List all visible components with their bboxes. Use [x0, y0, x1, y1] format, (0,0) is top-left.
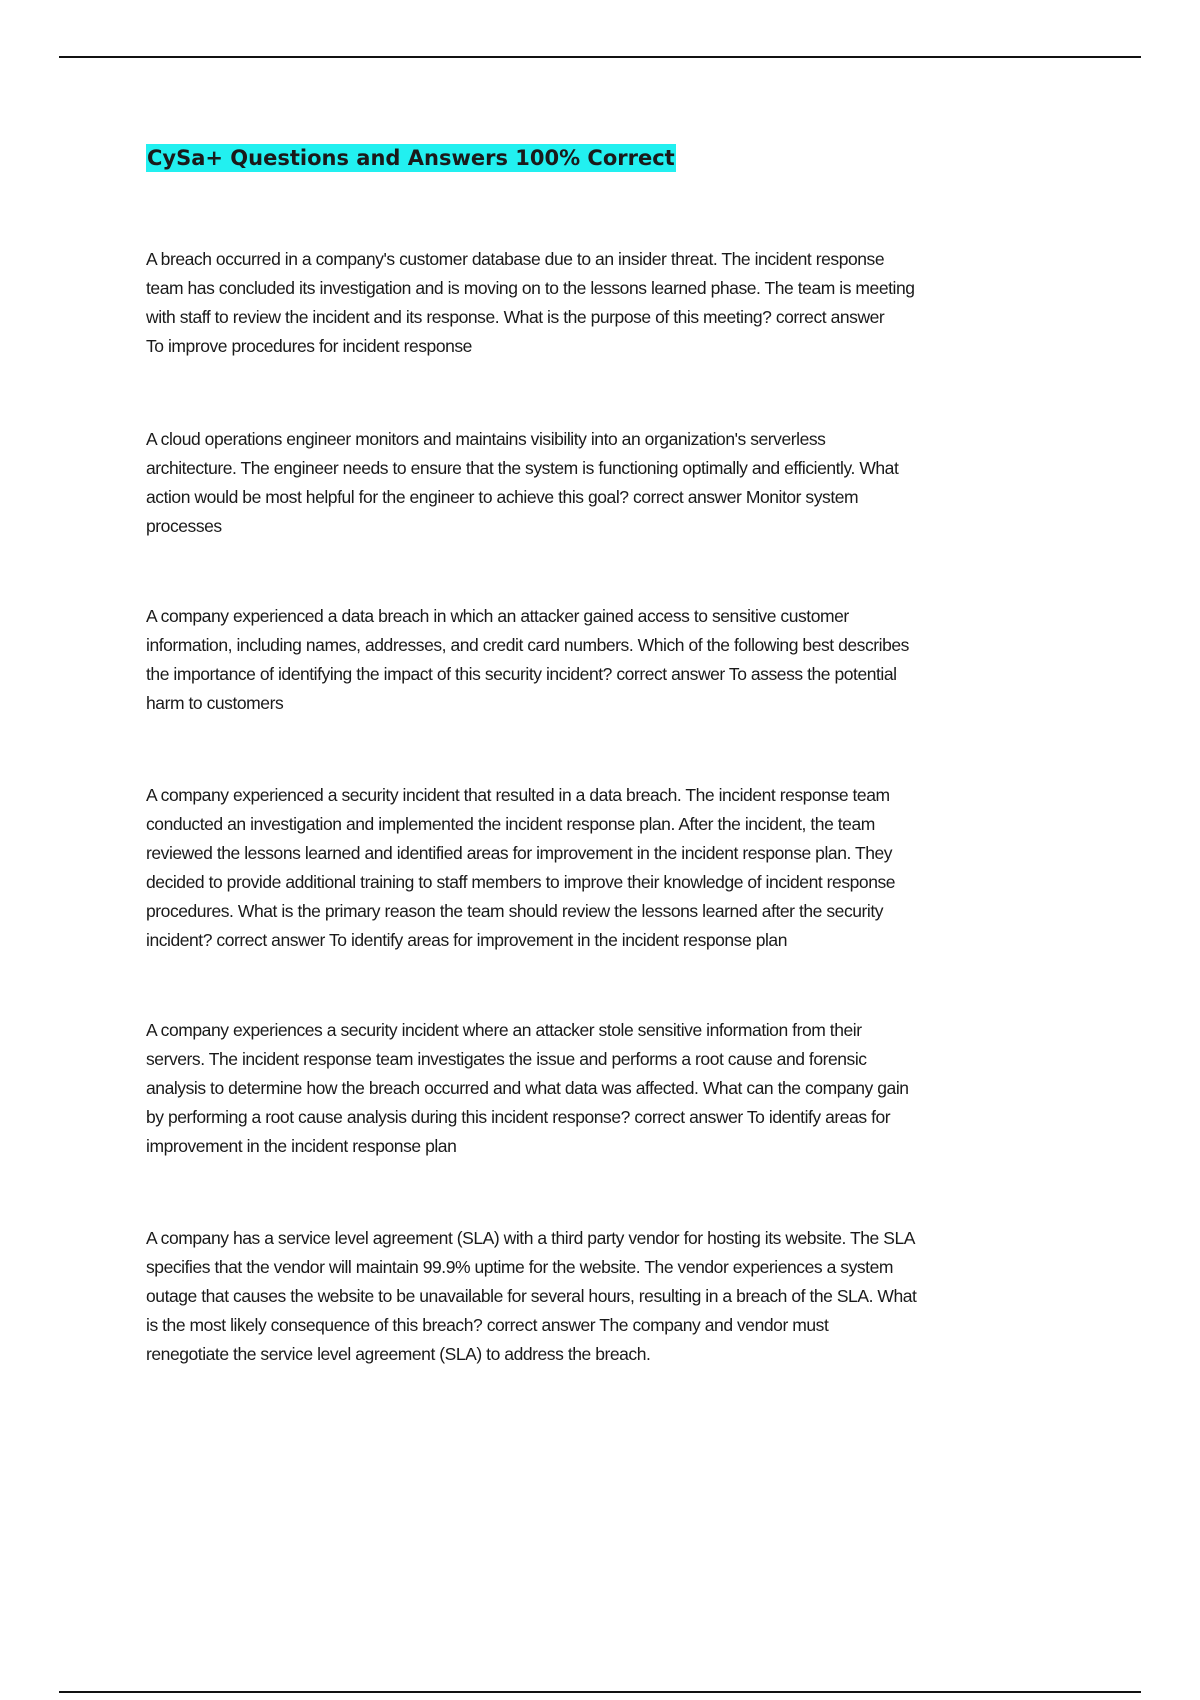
header-rule — [59, 56, 1141, 58]
paragraph-line: A company experienced a data breach in which an attacker gained access to sensitive customer — [146, 606, 849, 626]
paragraph-line: A cloud operations engineer monitors and maintains visibility into an organization's serverless — [146, 429, 826, 449]
paragraph-line: specifies that the vendor will maintain 99.9% uptime for the website. The vendor experiences a system — [146, 1257, 893, 1277]
qa-paragraph — [146, 1224, 1106, 1369]
paragraph-line: decided to provide additional training to staff members to improve their knowledge of incident response — [146, 872, 896, 892]
paragraph-line: information, including names, addresses, and credit card numbers. Which of the following best describes — [146, 635, 909, 655]
qa-paragraph — [146, 245, 1106, 361]
paragraph-line: To improve procedures for incident response — [146, 336, 472, 356]
paragraph-line: incident? correct answer To identify areas for improvement in the incident response plan — [146, 930, 787, 950]
paragraph-line: the importance of identifying the impact of this security incident? correct answer To assess the potential — [146, 664, 897, 684]
qa-paragraph — [146, 425, 1106, 541]
paragraph-line: is the most likely consequence of this breach? correct answer The company and vendor must — [146, 1315, 829, 1335]
paragraph-line: by performing a root cause analysis during this incident response? correct answer To identify areas for — [146, 1107, 891, 1127]
paragraph-line: processes — [146, 516, 222, 536]
footer-rule — [59, 1691, 1141, 1693]
paragraph-line: A breach occurred in a company's customer database due to an insider threat. The incident response — [146, 249, 885, 269]
qa-paragraph — [146, 1016, 1106, 1161]
document-title: CySa+ Questions and Answers 100% Correct — [147, 146, 675, 170]
paragraph-line: conducted an investigation and implemented the incident response plan. After the incident, the team — [146, 814, 875, 834]
paragraph-line: A company experiences a security incident where an attacker stole sensitive information from their — [146, 1020, 862, 1040]
paragraph-line: reviewed the lessons learned and identified areas for improvement in the incident response plan. They — [146, 843, 893, 863]
paragraph-line: A company has a service level agreement (SLA) with a third party vendor for hosting its website. The SLA — [146, 1228, 915, 1248]
paragraph-line: architecture. The engineer needs to ensure that the system is functioning optimally and efficiently. What — [146, 458, 899, 478]
qa-paragraph — [146, 781, 1106, 955]
paragraph-line: renegotiate the service level agreement (SLA) to address the breach. — [146, 1344, 651, 1364]
paragraph-line: analysis to determine how the breach occurred and what data was affected. What can the company gain — [146, 1078, 909, 1098]
paragraph-line: improvement in the incident response plan — [146, 1136, 457, 1156]
qa-paragraph — [146, 602, 1106, 718]
paragraph-line: servers. The incident response team investigates the issue and performs a root cause and forensic — [146, 1049, 867, 1069]
paragraph-line: A company experienced a security incident that resulted in a data breach. The incident response team — [146, 785, 890, 805]
paragraph-line: with staff to review the incident and its response. What is the purpose of this meeting? correct answer — [146, 307, 885, 327]
paragraph-line: team has concluded its investigation and is moving on to the lessons learned phase. The team is meeting — [146, 278, 915, 298]
paragraph-line: outage that causes the website to be unavailable for several hours, resulting in a breach of the SLA. What — [146, 1286, 917, 1306]
paragraph-line: harm to customers — [146, 693, 284, 713]
paragraph-line: action would be most helpful for the engineer to achieve this goal? correct answer Monitor system — [146, 487, 859, 507]
paragraph-line: procedures. What is the primary reason the team should review the lessons learned after the security — [146, 901, 884, 921]
